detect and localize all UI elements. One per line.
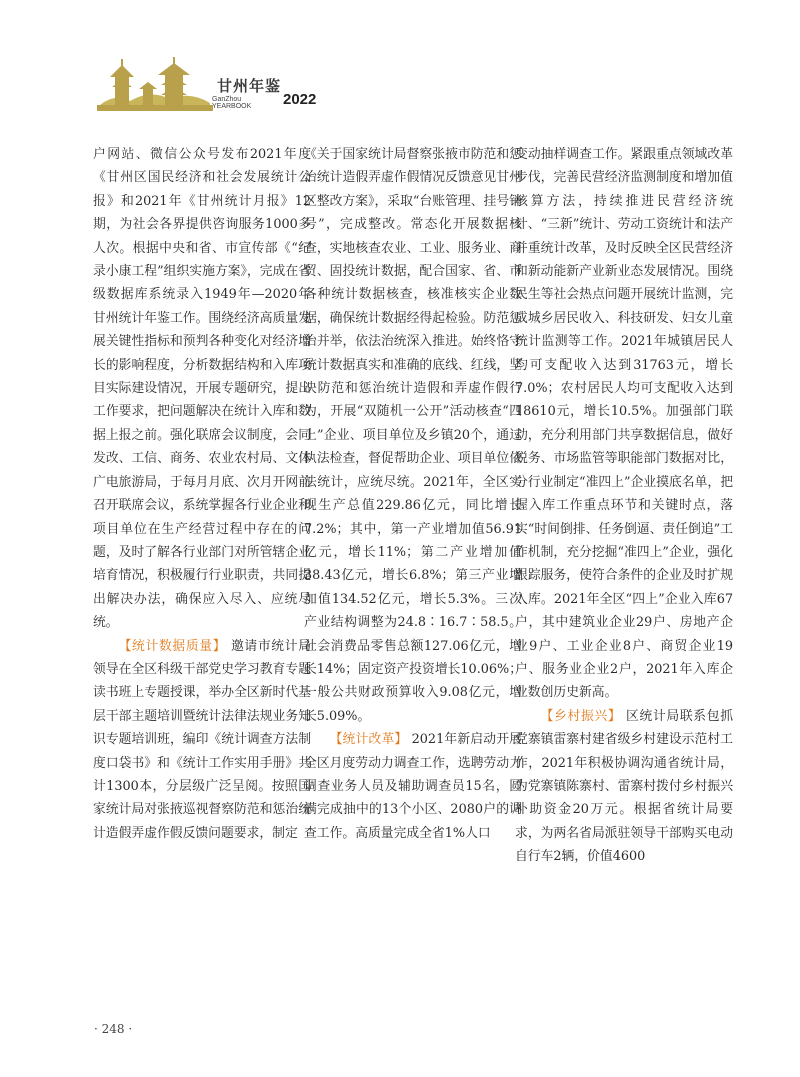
yearbook-brand: 甘州年鉴	[217, 77, 282, 95]
text-column-3	[515, 143, 733, 869]
yearbook-header	[95, 55, 355, 115]
page-number: · 248 ·	[94, 1022, 133, 1036]
yearbook-subtitle-ganzhou: GanZhou	[212, 96, 242, 103]
yearbook-subtitle-yearbook: YEARBOOK	[212, 103, 252, 110]
section-heading-statistics-reform: 【统计改革】	[329, 732, 408, 748]
column3-paragraph-2-text: 区统计局联系包抓党寨镇雷寨村建省级乡村建设示范村工作，2021年积极协调沟通省统计局，为党寨镇陈寨村、雷寨村拨付乡村振兴补助资金20万元。根据省统计局要求，为两名省局派驻领导干部购买电动自行车2辆，价值4600	[515, 708, 734, 865]
yearbook-year: 2022	[283, 91, 317, 108]
column2-paragraph-1: 《关于国家统计局督察张掖市防范和惩治统计造假弄虚作假情况反馈意见甘州区整改方案》，采取“台账管理、挂号销号”，完成整改。常态化开展数据核查，实地核查农业、工业、服务业、商贸、固投统计数据，配合国家、省、市各种统计数据核查，核准核实企业数据，确保统计数据经得起检验。防范惩治并举，依法治统深入推进。始终恪守统计数据真实和准确的底线、红线，坚决防范和惩治统计造假和弄虚作假行为，开展“双随机一公开”活动核查“四上”企业、项目单位及乡镇20个，通过执法检查，督促帮助企业、项目单位依法统计，应统尽统。2021年，全区实现生产总值229.86亿元，同比增长7.2%；其中，第一产业增加值56.91亿元，增长11%；第二产业增加值38.43亿元，增长6.8%；第三产业增加值134.52亿元，增长5.3%。三次产业结构调整为24.8∶16.7∶58.5。社会消费品零售总额127.06亿元，增长14%；固定资产投资增长10.06%；一般公共财政预算收入9.08亿元，增长5.09%。	[304, 147, 523, 724]
column1-paragraph-1: 户网站、微信公众号发布2021年度《甘州区国民经济和社会发展统计公报》和2021年《甘州统计月报》12期，为社会各界提供咨询服务1000多人次。根据中央和省、市宣传部《“纪录小康工程”组织实施方案》，完成在省级数据库系统录入1949年—2020年甘州统计年鉴工作。围绕经济高质量发展关键性指标和预判各种变化对经济增长的影响程度，分析数据结构和入库项目实际建设情况，开展专题研究，提出工作要求，把问题解决在统计入库和数据上报之前。强化联席会议制度，会同发改、工信、商务、农业农村局、文体广电旅游局，于每月月底、次月开网前召开联席会议，系统掌握各行业企业和项目单位在生产经营过程中存在的问题，及时了解各行业部门对所管辖企业培育情况，积极履行行业职责，共同提出解决办法，确保应入尽入、应统尽统。	[93, 147, 311, 631]
column2-paragraph-2	[304, 728, 522, 845]
column2-paragraph-2-text: 2021年新启动开展全区月度劳动力调查工作，选聘劳动力调查业务人员及辅助调查员15名，圆满完成抽中的13个小区、2080户的调查工作。高质量完成全省1%人口	[304, 732, 522, 841]
text-column-2	[304, 143, 522, 845]
section-heading-rural-revitalization: 【乡村振兴】	[540, 708, 622, 724]
section-heading-data-quality: 【统计数据质量】	[118, 638, 227, 654]
column3-paragraph-1: 变动抽样调查工作。紧跟重点领域改革步伐，完善民营经济监测制度和增加值核算方法，持续推进民营经济统计、“三新”统计、劳动工资统计和法产并重统计改革，及时反映全区民营经济和新动能新产业新业态发展情况。围绕民生等社会热点问题开展统计监测，完成城乡居民收入、科技研发、妇女儿童统计监测等工作。2021年城镇居民人均可支配收入达到31763元，增长7.0%；农村居民人均可支配收入达到18610元，增长10.5%。加强部门联动，充分利用部门共享数据信息，做好税务、市场监管等职能部门数据对比，分行业制定“准四上”企业摸底名单，把握入库工作重点环节和关键时点，落实“时间倒排、任务倒逼、责任倒追”工作机制，充分挖掘“准四上”企业，强化跟踪服务，使符合条件的企业及时扩规入库。2021年全区“四上”企业入库67户，其中建筑业企业29户、房地产企业9户、工业企业8户、商贸企业19户、服务业企业2户，2021年入库企业数创历史新高。	[515, 147, 733, 701]
text-column-1	[93, 143, 311, 845]
column1-paragraph-2-text: 邀请市统计局领导在全区科级干部党史学习教育专题读书班上专题授课，举办全区新时代基层干部主题培训暨统计法律法规业务知识专题培训班，编印《统计调查方法制度口袋书》和《统计工作实用手册》共计1300本，分层级广泛呈阅。按照国家统计局对张掖巡视督察防范和惩治统计造假弄虚作假反馈问题要求，制定	[93, 638, 312, 841]
pagoda-landscape-icon	[95, 55, 215, 115]
column1-paragraph-2	[93, 635, 311, 846]
column3-paragraph-2	[515, 705, 733, 869]
